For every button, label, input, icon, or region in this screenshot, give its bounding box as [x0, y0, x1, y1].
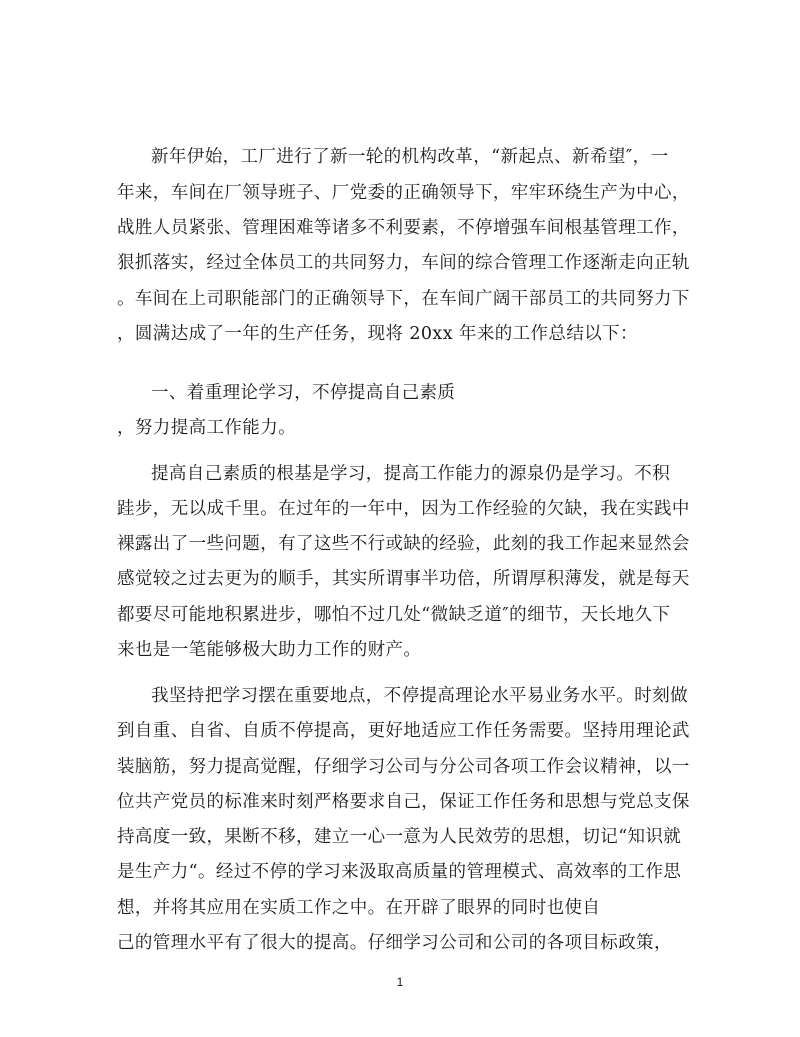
paragraph-4-line-6: 是生产力“。经过不停的学习来汲取高质量的管理模式、高效率的工作思 [117, 862, 682, 882]
paragraph-3-line-2: 跬步，无以成千里。在过年的一年中，因为工作经验的欠缺，我在实践中 [117, 499, 690, 519]
paragraph-4-line-2: 到自重、自省、自质不停提高，更好地适应工作任务需要。坚持用理论武 [117, 721, 690, 741]
paragraph-1-line-1: 新年伊始，工厂进行了新一轮的机构改革，“新起点、新希望″，一 [151, 147, 669, 167]
paragraph-4-line-3: 装脑筋，努力提高觉醒，仔细学习公司与分公司各项工作会议精神，以一 [117, 757, 690, 777]
paragraph-1-line-2: 年来，车间在厂领导班子、厂党委的正确领导下，牢牢环绕生产为中心， [117, 183, 690, 203]
section-heading-line-2: ，努力提高工作能力。 [117, 418, 296, 438]
paragraph-4-line-5: 持高度一致，果断不移，建立一心一意为人民效劳的思想，切记“知识就 [117, 827, 682, 847]
paragraph-3-line-6: 来也是一笔能够极大助力工作的财产。 [117, 640, 422, 660]
page-number: 1 [396, 975, 404, 989]
paragraph-3-line-3: 裸露出了一些问题，有了这些不行或缺的经验，此刻的我工作起来显然会 [117, 534, 690, 554]
paragraph-3-line-4: 感觉较之过去更为的顺手，其实所谓事半功倍，所谓厚积薄发，就是每天 [117, 569, 690, 589]
paragraph-4-line-8: 己的管理水平有了很大的提高。仔细学习公司和公司的各项目标政策， [117, 933, 672, 953]
paragraph-4-line-4: 位共产党员的标准来时刻严格要求自己，保证工作任务和思想与党总支保 [117, 792, 690, 812]
paragraph-3-line-1: 提高自己素质的根基是学习，提高工作能力的源泉仍是学习。不积 [151, 464, 671, 484]
paragraph-1-line-5: 。车间在上司职能部门的正确领导下，在车间广阔干部员工的共同努力下 [117, 289, 690, 309]
paragraph-1-line-3: 战胜人员紧张、管理困难等诸多不利要素，不停增强车间根基管理工作， [117, 218, 690, 238]
paragraph-4-line-7: 想，并将其应用在实质工作之中。在开辟了眼界的同时也使自 [117, 898, 601, 918]
paragraph-1-line-4: 狠抓落实，经过全体员工的共同努力，车间的综合管理工作逐渐走向正轨 [117, 253, 690, 273]
paragraph-4-line-1: 我坚持把学习摆在重要地点，不停提高理论水平易业务水平。时刻做 [151, 686, 688, 706]
paragraph-3-line-5: 都要尽可能地积累进步，哪怕不过几处“微缺乏道″的细节，天长地久下 [117, 605, 671, 625]
section-heading-line-1: 一、着重理论学习，不停提高自己素质 [151, 383, 456, 403]
paragraph-1-line-6: ，圆满达成了一年的生产任务，现将 20xx 年来的工作总结以下： [117, 324, 638, 344]
